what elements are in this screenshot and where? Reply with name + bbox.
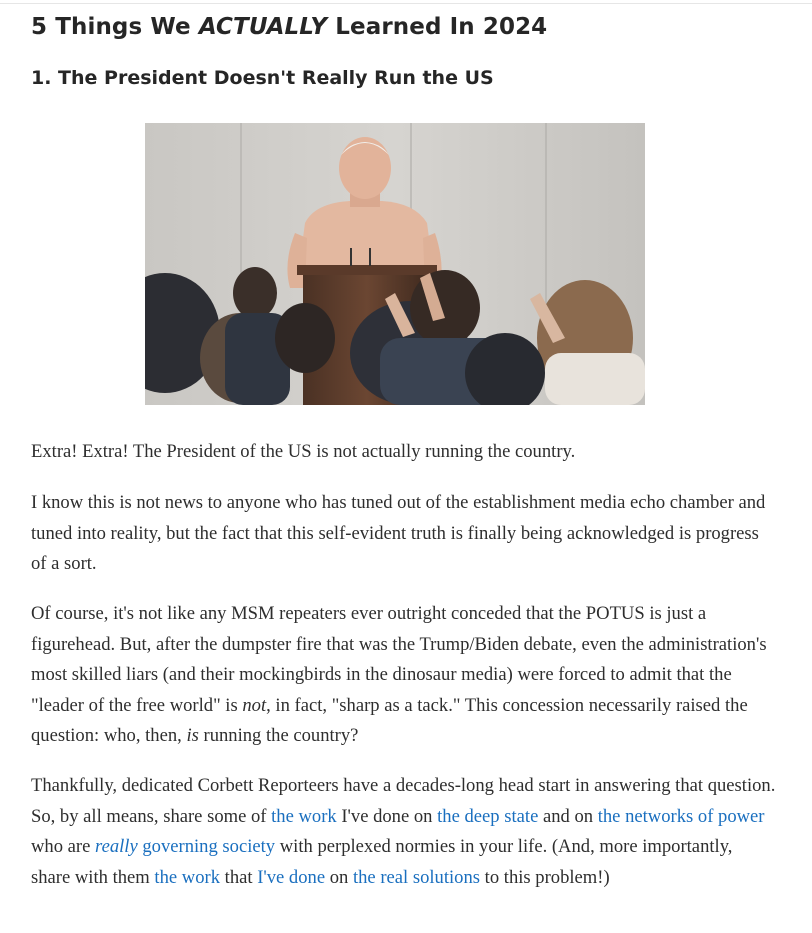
link-the-work-2[interactable]: the work bbox=[154, 866, 220, 888]
emphasis-is: is bbox=[186, 725, 199, 746]
paragraph-2: I know this is not news to anyone who has tuned out of the establishment media echo chamber and tuned into reality, but the fact that this self-evident truth is finally being acknowledged is progress of a sort. bbox=[31, 492, 766, 574]
link-the-work[interactable]: the work bbox=[271, 805, 337, 827]
emphasis-not: not bbox=[242, 694, 267, 716]
link-really[interactable]: really bbox=[95, 836, 138, 857]
article-title: 5 Things We ACTUALLY Learned In 2024 bbox=[31, 14, 548, 40]
link-ive-done[interactable]: I've done bbox=[257, 866, 326, 888]
title-emphasis: ACTUALLY bbox=[198, 14, 328, 40]
link-real-solutions[interactable]: the real solutions bbox=[352, 866, 481, 888]
top-divider bbox=[0, 3, 812, 4]
paragraph-1: Extra! Extra! The President of the US is not actually running the country. bbox=[31, 441, 576, 462]
link-governing-society[interactable]: governing society bbox=[142, 836, 276, 857]
link-deep-state[interactable]: the deep state bbox=[437, 805, 539, 827]
link-networks-of-power[interactable]: the networks of power bbox=[597, 805, 765, 827]
section-heading: 1. The President Doesn't Really Run the US bbox=[31, 67, 494, 89]
paragraph-4: Thankfully, dedicated Corbett Reporteers have a decades-long head start in answering that question. So, by all means, share some of the work I've done on the deep state and on the networks of power who are really governing society with perplexed normies in your life. (And, more importantly, share with them the work that I've done on the real solutions to this problem!) bbox=[31, 775, 776, 888]
article-image bbox=[145, 123, 645, 405]
paragraph-3: Of course, it's not like any MSM repeaters ever outright conceded that the POTUS is just a figurehead. But, after the dumpster fire that was the Trump/Biden debate, even the administration's most skilled liars (and their mockingbirds in the dinosaur media) were forced to admit that the "leader of the free world" is not, in fact, "sharp as a tack." This concession necessarily raised the question: who, then, is running the country? bbox=[31, 603, 767, 746]
